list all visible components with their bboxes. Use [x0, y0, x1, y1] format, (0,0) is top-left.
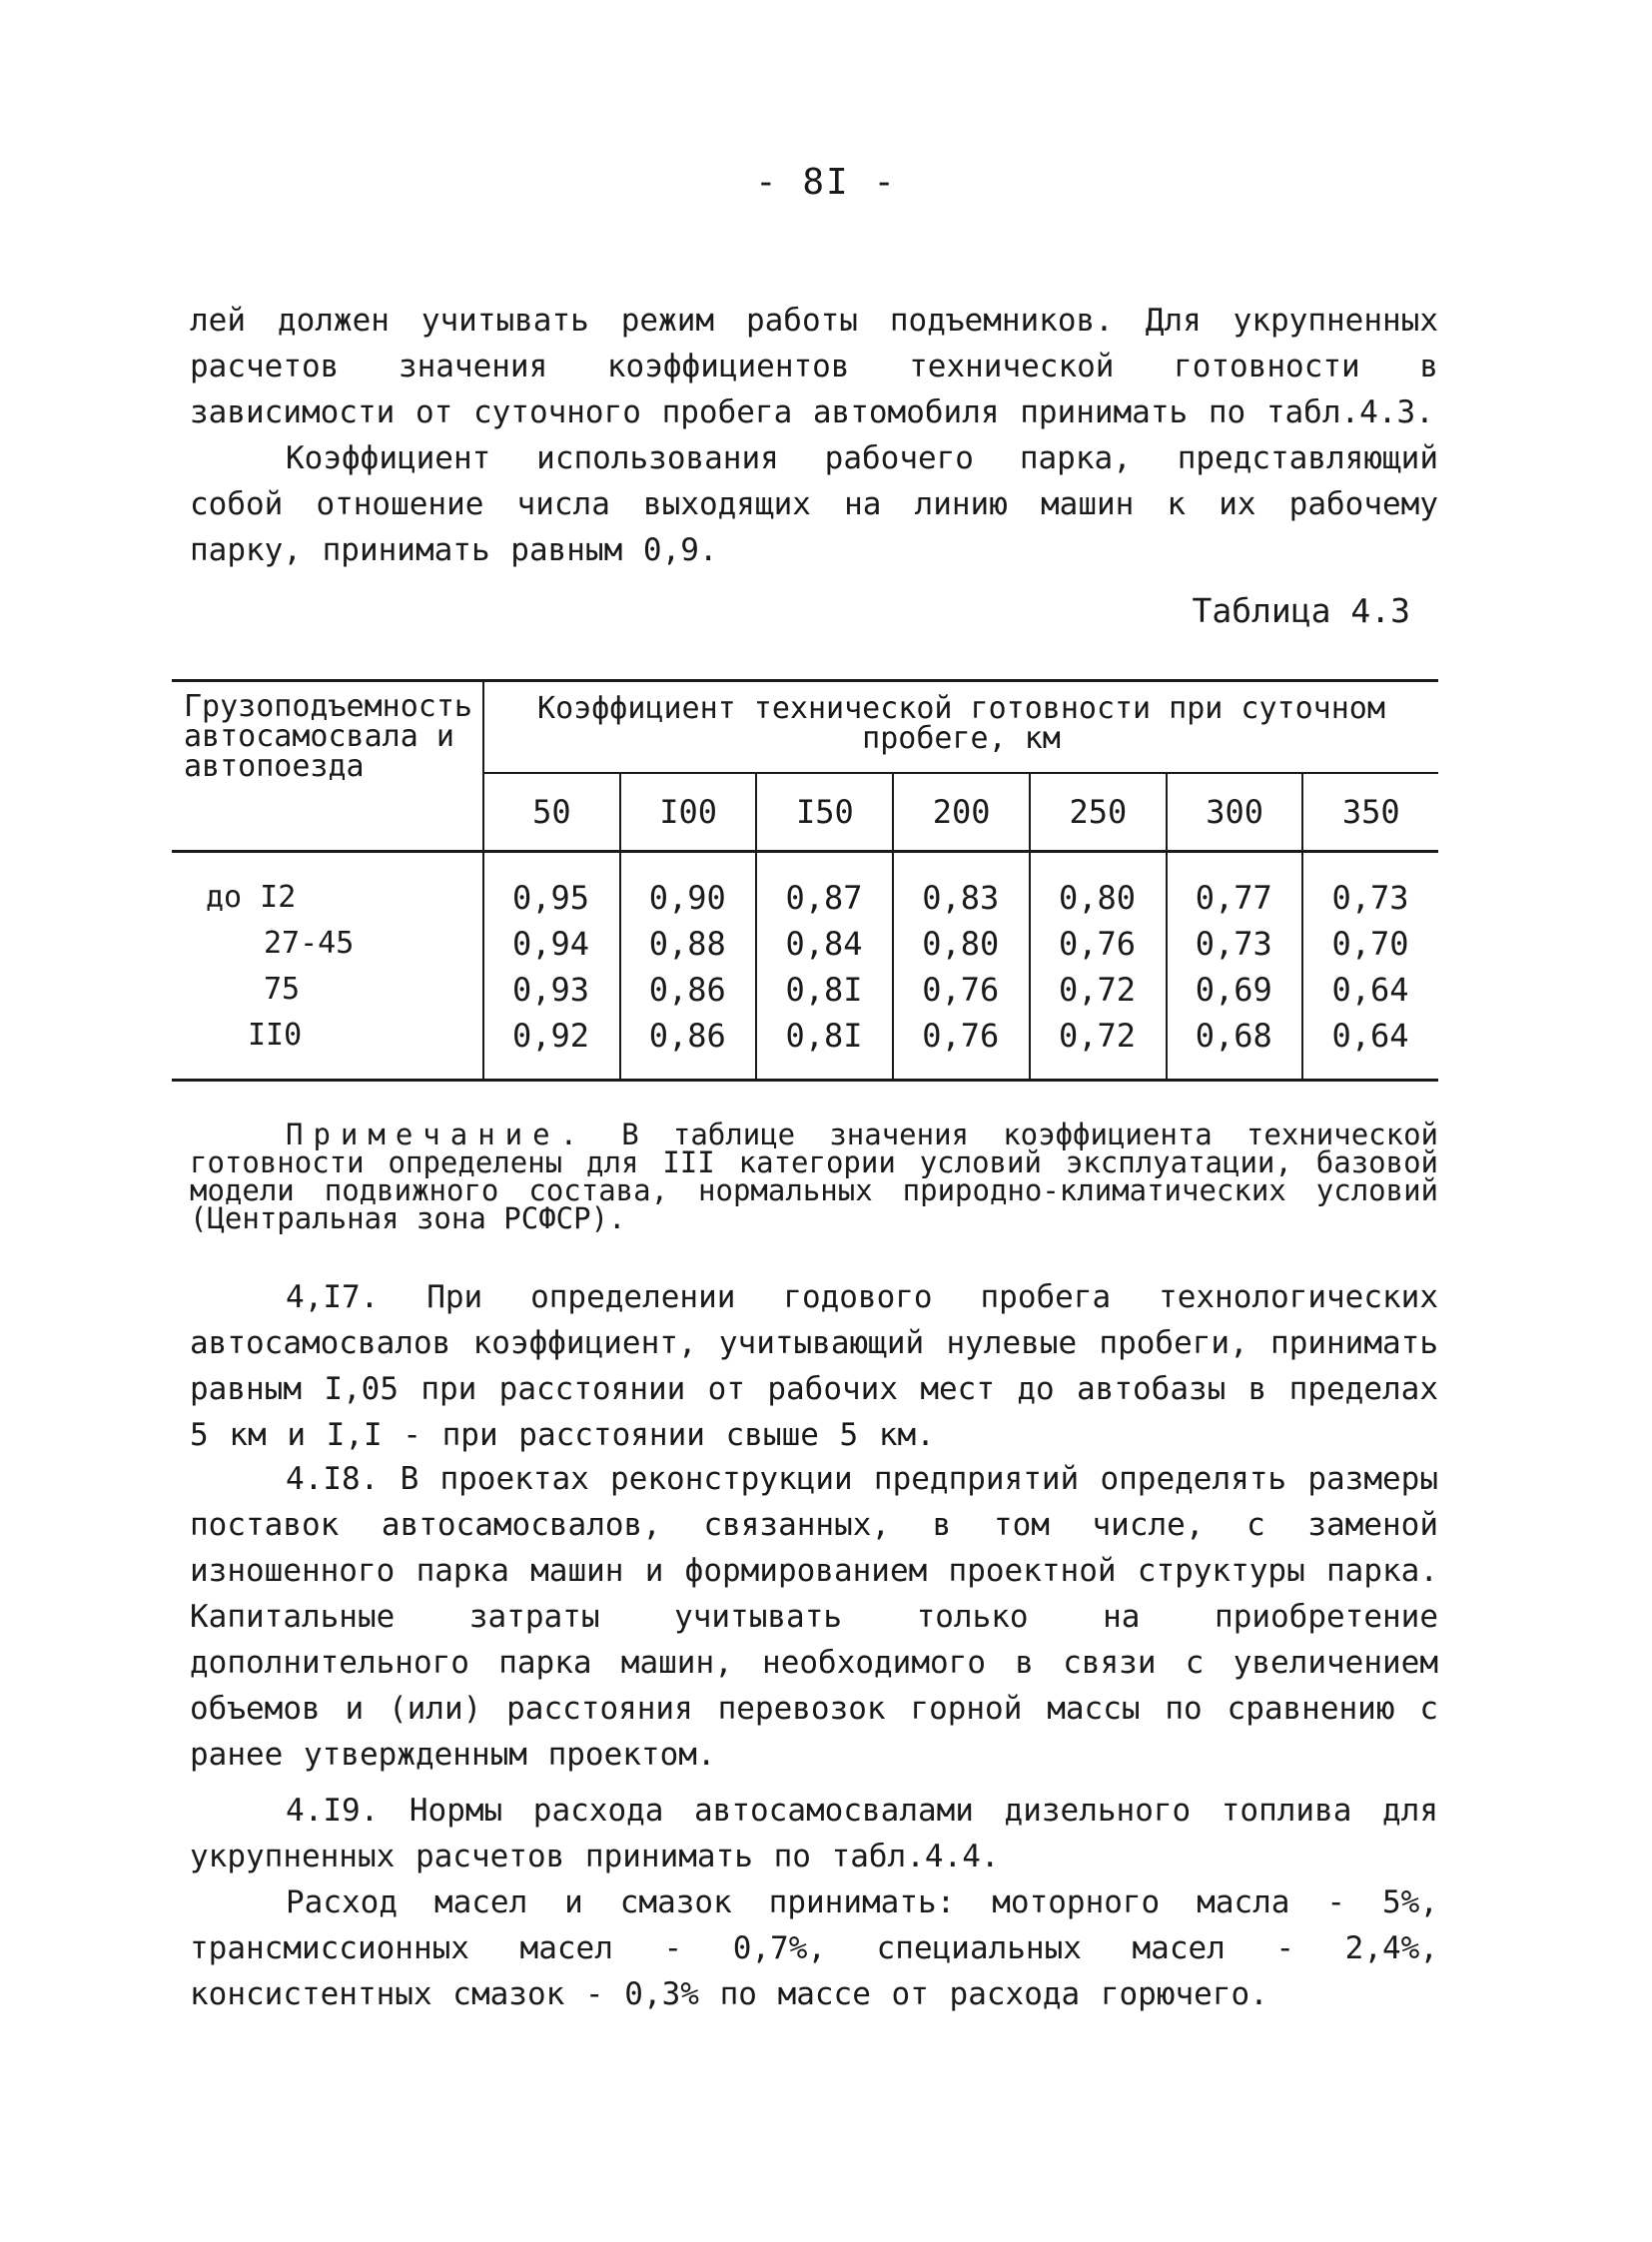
table-cell: 0,76 — [893, 1013, 1030, 1081]
table-cell: 0,8I — [756, 967, 893, 1013]
row-label: 75 — [172, 967, 483, 1013]
table-header-distance: 200 — [893, 773, 1030, 852]
note-text: В таблице значения коэффициента технической готовности определены для III категории условий эксплуатации, базовой модели подвижного состава, нормальных природно-климатических условий (Центральная зона РСФСР). — [190, 1118, 1438, 1235]
row-label: до I2 — [172, 852, 483, 922]
table-cell: 0,77 — [1167, 852, 1303, 922]
paragraph-4-17: 4,I7. При определении годового пробега технологических автосамосвалов коэффициент, учитывающий нулевые пробеги, принимать равным I,05 при расстоянии от рабочих мест до автобазы в пределах 5 км и I,I - при расстоянии свыше 5 км. — [190, 1279, 1438, 1453]
table-cell: 0,95 — [483, 852, 620, 922]
table-header-capacity: Грузоподъемность автосамосвала и автопоезда — [172, 681, 483, 852]
table-cell: 0,94 — [483, 921, 620, 967]
table-cell: 0,72 — [1030, 1013, 1167, 1081]
table-cell: 0,80 — [1030, 852, 1167, 922]
table-cell: 0,73 — [1167, 921, 1303, 967]
table-header-distance: 50 — [483, 773, 620, 852]
table-header-distance: 300 — [1167, 773, 1303, 852]
table-cell: 0,76 — [893, 967, 1030, 1013]
table-cell: 0,86 — [620, 967, 757, 1013]
table-header-distance: I50 — [756, 773, 893, 852]
table-cell: 0,69 — [1167, 967, 1303, 1013]
row-label: II0 — [172, 1013, 483, 1081]
table-header-coefficient: Коэффициент технической готовности при суточном пробеге, км — [483, 681, 1438, 774]
table-cell: 0,90 — [620, 852, 757, 922]
note-label: Примечание. — [286, 1118, 588, 1151]
table-cell: 0,64 — [1331, 971, 1409, 1009]
table-cell: 0,92 — [483, 1013, 620, 1081]
table-note — [190, 1118, 1438, 1235]
table-cell: 0,83 — [893, 852, 1030, 922]
paragraph-4-18: 4.I8. В проектах реконструкции предприятий определять размеры поставок автосамосвалов, связанных, в том числе, с заменой изношенного парка машин и формированием проектной структуры парка. Капитальные затраты учитывать только на приобретение дополнительного парка машин, необходимого в связи с увеличением объемов и (или) расстояния перевозок горной массы по сравнению с ранее утвержденным проектом. — [190, 1461, 1438, 1773]
table-cell: 0,68 — [1167, 1013, 1303, 1081]
table-row — [172, 921, 1438, 967]
table-cell: 0,70 — [1331, 925, 1409, 963]
table-cell: 0,72 — [1030, 967, 1167, 1013]
readiness-coefficient-table — [172, 679, 1438, 1082]
table-cell: 0,80 — [893, 921, 1030, 967]
table-header-distance: I00 — [620, 773, 757, 852]
table-cell: 0,88 — [620, 921, 757, 967]
table-cell: 0,8I — [756, 1013, 893, 1081]
paragraph-park-coefficient: Коэффициент использования рабочего парка, представляющий собой отношение числа выходящих на линию машин к их рабочему парку, принимать равным 0,9. — [190, 440, 1438, 568]
table-cell: 0,84 — [756, 921, 893, 967]
table-header-distance: 250 — [1030, 773, 1167, 852]
paragraph-continuation: лей должен учитывать режим работы подъемников. Для укрупненных расчетов значения коэффициентов технической готовности в зависимости от суточного пробега автомобиля принимать по табл.4.3. — [190, 303, 1438, 430]
table-cell: 0,86 — [620, 1013, 757, 1081]
table-row — [172, 967, 1438, 1013]
table-header-distance: 350 — [1302, 773, 1438, 852]
row-label: 27-45 — [172, 921, 483, 967]
table-cell: 0,64 — [1302, 1013, 1438, 1081]
table-cell: 0,73 — [1331, 879, 1409, 917]
paragraph-4-19: 4.I9. Нормы расхода автосамосвалами дизельного топлива для укрупненных расчетов принимать по табл.4.4. — [190, 1793, 1438, 1874]
table-caption: Таблица 4.3 — [1192, 591, 1410, 630]
table-row — [172, 852, 1438, 922]
table-cell: 0,87 — [756, 852, 893, 922]
table-row — [172, 1013, 1438, 1081]
table-cell: 0,76 — [1030, 921, 1167, 967]
paragraph-oils: Расход масел и смазок принимать: моторного масла - 5%, трансмиссионных масел - 0,7%, специальных масел - 2,4%, консистентных смазок - 0,3% по массе от расхода горючего. — [190, 1884, 1438, 2012]
page-number: - 8I - — [754, 162, 898, 203]
table-cell: 0,93 — [483, 967, 620, 1013]
